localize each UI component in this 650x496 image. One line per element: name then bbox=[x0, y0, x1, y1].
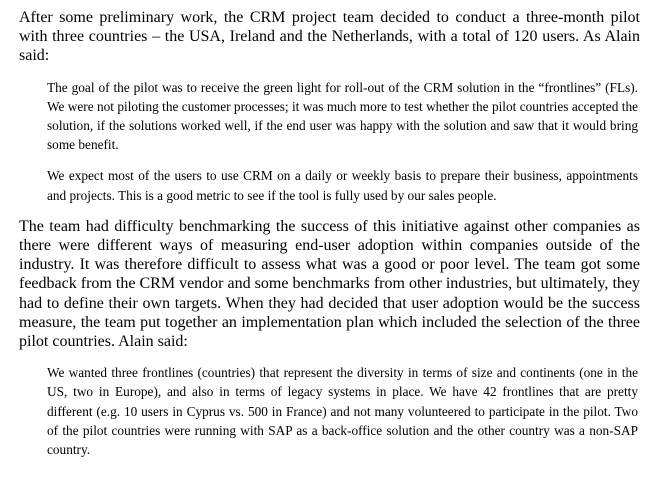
block-quote-1: The goal of the pilot was to receive the green light for roll-out of the CRM solution in the “frontlines” (FLs). We were not piloting the customer processes; it was much more to test whether the pilot countries accepted the solution, if the solutions worked well, if the end user was happy with the solution and saw that it would bring some benefit. bbox=[47, 79, 638, 153]
block-quote-2: We expect most of the users to use CRM on a daily or weekly basis to prepare their business, appointments and projects. This is a good metric to see if the tool is fully used by our sales people. bbox=[47, 168, 638, 203]
body-paragraph-2: The team had difficulty benchmarking the success of this initiative against other companies as there were different ways of measuring end-user adoption within companies outside of the industry. It was therefore difficult to assess what was a good or poor level. The team got some feedback from the CRM vendor and some benchmarks from other industries, but ultimately, they had to define their own targets. When they had decided that user adoption would be the success measure, the team put together an implementation plan which included the selection of the three pilot countries. Alain said: bbox=[19, 217, 640, 351]
block-quote-3: We wanted three frontlines (countries) that represent the diversity in terms of size and continents (one in the US, two in Europe), and also in terms of legacy systems in place. We have 42 frontlines that are pretty different (e.g. 10 users in Cyprus vs. 500 in France) and not many volunteered to participate in the pilot. Two of the pilot countries were running with SAP as a back-office solution and the other country was a non-SAP country. bbox=[47, 365, 638, 458]
body-paragraph-1: After some preliminary work, the CRM project team decided to conduct a three-month pilot with three countries – the USA, Ireland and the Netherlands, with a total of 120 users. As Alain said: bbox=[19, 9, 640, 65]
